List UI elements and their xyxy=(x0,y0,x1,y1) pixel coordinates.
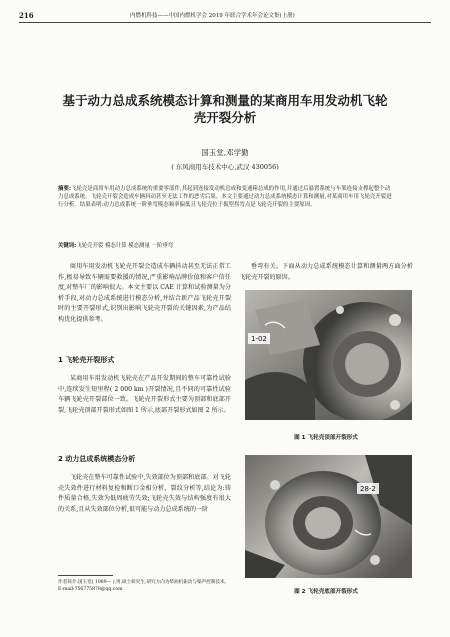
footnote-author-bio: 作者简介:国玉堂( 1989— ),男,硕士研究生,研究方向为柴油机振动与噪声控制技术。 xyxy=(58,580,230,585)
abstract-text: 飞轮壳是商用车用动力总成系统的重要零部件,其起到连接发动机总成和变速箱总成的作用,并通过后悬置系统与车架连接支撑起整个动力总成系统。飞轮壳开裂会造成车辆抖动甚至无法工作的恶劣后果。本文主要通过动力总成系统模态计算和测量,对某商用车用飞轮壳开裂进行分析。结果表明:动力总成系统一阶垂弯模态频率偏低且飞轮壳位于振型拐弯点是飞轮壳开裂的主要原因。 xyxy=(58,186,392,209)
footnote xyxy=(58,579,238,593)
figure-2-label: 28-2 xyxy=(360,485,376,493)
affiliation: ( 东风商用车技术中心,武汉 430056) xyxy=(171,163,279,171)
footnote-rule xyxy=(58,575,113,576)
abstract-label: 摘要: xyxy=(58,186,72,192)
header-rule xyxy=(19,22,431,23)
figure-2-caption: 图 2 飞轮壳底部开裂形式 xyxy=(294,589,358,595)
keywords xyxy=(58,241,393,249)
keywords-label: 关键词: xyxy=(58,243,77,249)
section-1-paragraph: 某商用车用发动机飞轮壳在产品开发期间的整车可靠性试验中,连续发生短里程( 2 000 km )开裂情况,且不同的可靠性试验车辆飞轮壳开裂部位一致。飞轮壳开裂形式主要为顶部和底部开裂,飞轮壳顶部开裂形式如图 1 所示,底部开裂形式如图 2 所示。 xyxy=(58,375,231,414)
section-2-paragraph: 飞轮壳在整车可靠性试验中,失效部位为顶部和底部。对飞轮壳失效件进行材料复检和断口金相分析、裂纹分析等,结论为:铸件质量合格,失效为低周疲劳失效;飞轮壳失效与结构强度有很大的关系,且从失效部位分析,很可能与动力总成系统的一阶 xyxy=(58,474,231,513)
abstract xyxy=(58,185,393,209)
section-2-heading: 2 动力总成系统模态分析 xyxy=(58,455,136,463)
intro-paragraph: 商用车用发动机飞轮壳开裂会造成车辆抖动甚至无法正常工作,极易导致车辆需要救援的情况,严重影响品牌价值和客户信任度,对整车厂的影响很大。本文主要以 CAE 计算和试验测量为分析手段,对动力总成系统进行模态分析,并结合新产品飞轮壳开裂时的主要开裂形式,识别出影响飞轮壳开裂的关键因素,为产品结构优化提供参考。 xyxy=(58,263,231,323)
figure-1-caption: 图 1 飞轮壳顶部开裂形式 xyxy=(294,435,358,441)
page-number: 216 xyxy=(19,11,34,20)
section-1-heading: 1 飞轮壳开裂形式 xyxy=(58,356,115,364)
figure-2-photo xyxy=(245,455,412,578)
title-line-2: 壳开裂分析 xyxy=(193,110,257,125)
paper-title xyxy=(30,92,420,126)
keywords-text: 飞轮壳开裂 模态计算 模态测量 一阶垂弯 xyxy=(76,243,174,249)
running-title: 内燃机科技——中国内燃机学会 2019 年联合学术年会论文集(上册) xyxy=(130,13,295,19)
figure-1-photo xyxy=(245,290,412,420)
flywheel-housing-bottom-crack-image xyxy=(245,455,412,578)
title-line-1: 基于动力总成系统模态计算和测量的某商用车用发动机飞轮 xyxy=(62,93,388,108)
flywheel-housing-top-crack-image xyxy=(245,290,412,420)
authors: 国玉堂,邓学勤 xyxy=(201,148,249,157)
figure-1-label: 1-02 xyxy=(251,335,267,343)
footnote-email: E-mail:756775878@qq.com xyxy=(58,587,123,592)
right-column-paragraph: 垂弯有关。下面从动力总成系统模态计算和测量两方面分析飞轮壳开裂的原因。 xyxy=(239,263,413,281)
